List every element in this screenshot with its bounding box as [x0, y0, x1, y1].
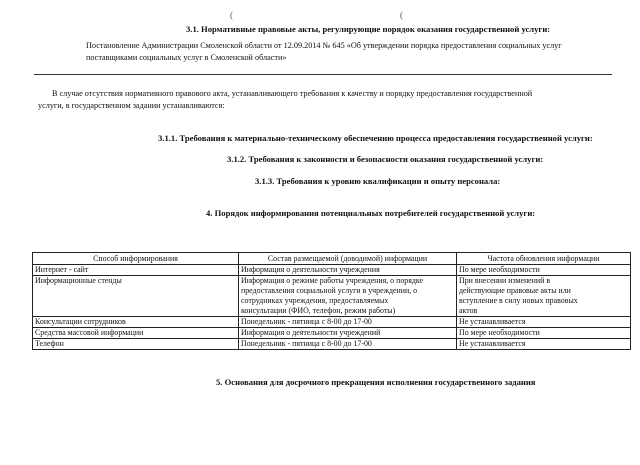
header-content: Состав размещаемой (доводимой) информации — [239, 253, 457, 265]
cell-line: сотрудниках учреждения, предоставляемых — [241, 296, 389, 305]
divider — [34, 74, 612, 75]
requirement-3-1-2: 3.1.2. Требования к законности и безопасности оказания государственной услуги: — [227, 154, 544, 164]
cell-line: Не устанавливается — [459, 317, 526, 326]
cell-line: По мере необходимости — [459, 328, 540, 337]
cell-line: Понедельник - пятница с 8-00 до 17-00 — [241, 339, 372, 348]
table-row — [33, 339, 631, 350]
information-table — [32, 252, 631, 350]
cell-line: Не устанавливается — [459, 339, 526, 348]
cell-line: По мере необходимости — [459, 265, 540, 274]
header-frequency: Частота обновления информации — [457, 253, 631, 265]
scan-mark: ( — [230, 10, 233, 20]
cell-line: Информация о деятельности учреждения — [241, 265, 380, 274]
cell-line: Понедельник - пятница с 8-00 до 17-00 — [241, 317, 372, 326]
header-method: Способ информирования — [33, 253, 239, 265]
cell-line: вступление в силу новых правовых — [459, 296, 578, 305]
cell-frequency — [457, 276, 631, 317]
section-5-title: 5. Основания для досрочного прекращения исполнения государственного задания — [216, 377, 536, 387]
cell-line: предоставления социальной услуги в учреждении, о — [241, 286, 418, 295]
note-line-1: В случае отсутствия нормативного правового акта, устанавливающего требования к качеству и порядку предоставления государственной — [52, 89, 533, 98]
section-4-title: 4. Порядок информирования потенциальных потребителей государственной услуги: — [206, 208, 536, 218]
cell-content — [239, 328, 457, 339]
legal-act-line-2: поставщиками социальных услуг в Смоленской области» — [86, 53, 287, 62]
requirement-3-1-3: 3.1.3. Требования к уровню квалификации и опыту персонала: — [255, 176, 501, 186]
note-line-2: услуги, в государственном задании устанавливаются: — [38, 101, 225, 110]
cell-frequency — [457, 339, 631, 350]
cell-line: консультации (ФИО, телефон, режим работы) — [241, 306, 396, 315]
table-row — [33, 328, 631, 339]
table-row — [33, 276, 631, 317]
cell-line: действующие правовые акты или — [459, 286, 571, 295]
cell-method: Консультации сотрудников — [33, 317, 239, 328]
cell-line: актов — [459, 306, 478, 315]
cell-frequency — [457, 265, 631, 276]
section-3-1-title: 3.1. Нормативные правовые акты, регулирующие порядок оказания государственной услуги: — [186, 24, 551, 34]
cell-content — [239, 265, 457, 276]
cell-frequency — [457, 328, 631, 339]
cell-method: Средства массовой информации — [33, 328, 239, 339]
table-row — [33, 265, 631, 276]
legal-act-line-1: Постановление Администрации Смоленской области от 12.09.2014 № 645 «Об утверждении порядка предоставления социальных услуг — [86, 41, 562, 50]
cell-line: Информация о деятельности учреждений — [241, 328, 381, 337]
cell-method: Информационные стенды — [33, 276, 239, 317]
table-row — [33, 317, 631, 328]
requirement-3-1-1: 3.1.1. Требования к материально-техническому обеспечению процесса предоставления государственной услуги: — [158, 133, 593, 143]
scan-mark: ( — [400, 10, 403, 20]
cell-frequency — [457, 317, 631, 328]
cell-method: Телефон — [33, 339, 239, 350]
cell-line: Информация о режиме работы учреждения, о порядке — [241, 276, 423, 285]
cell-content — [239, 339, 457, 350]
cell-method: Интернет - сайт — [33, 265, 239, 276]
cell-line: При внесении изменений в — [459, 276, 551, 285]
cell-content — [239, 276, 457, 317]
cell-content — [239, 317, 457, 328]
table-header-row — [33, 253, 631, 265]
